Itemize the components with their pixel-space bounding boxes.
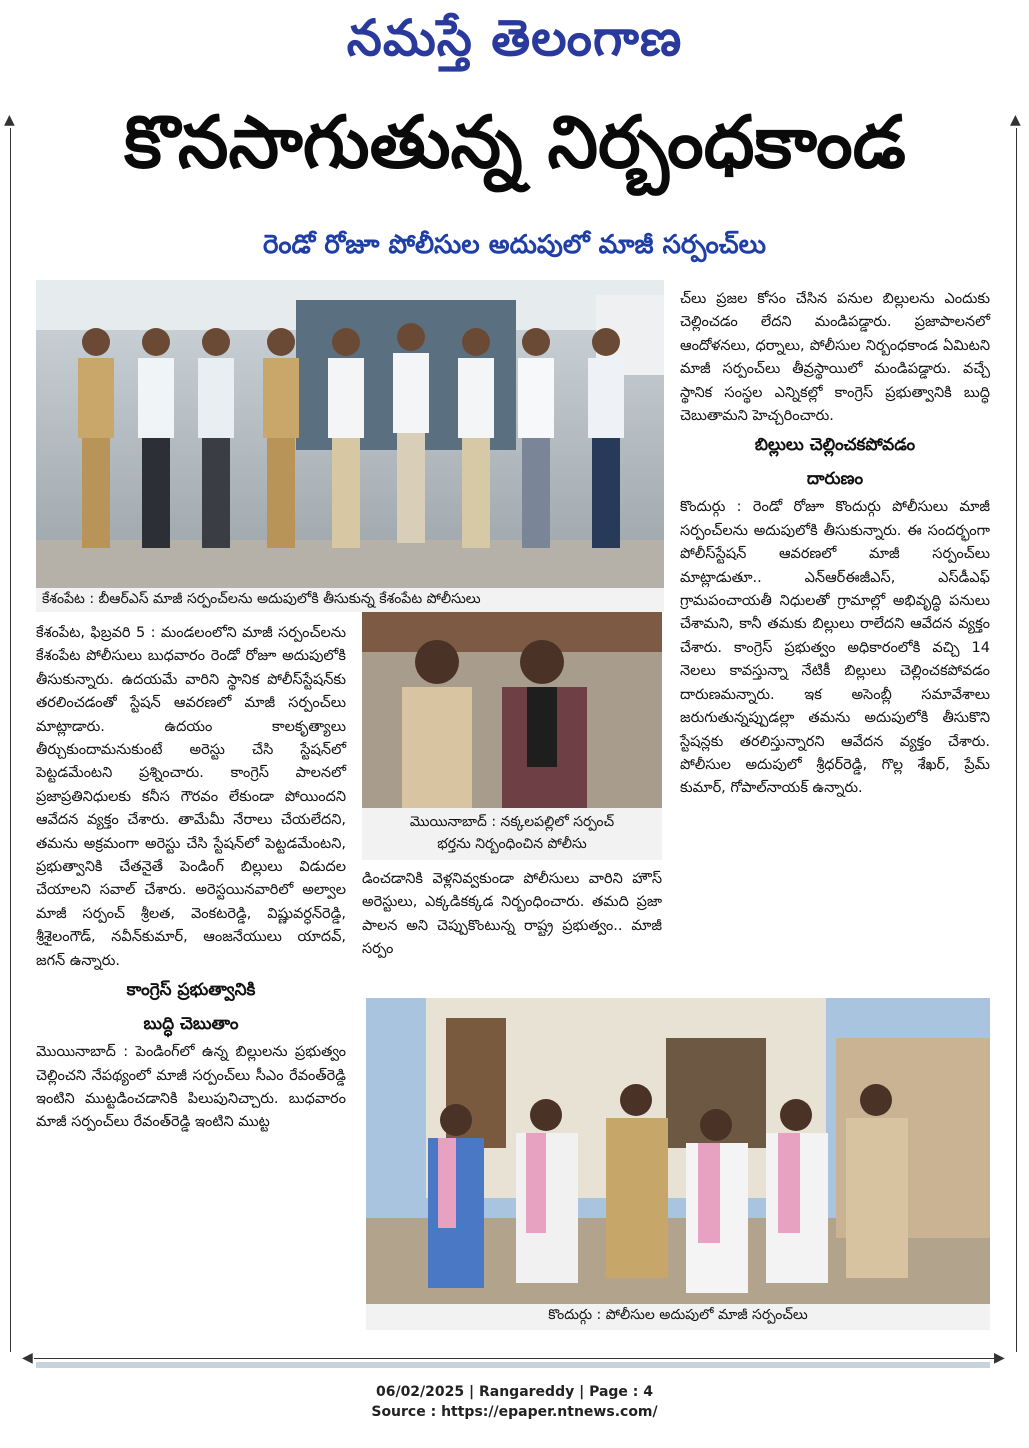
- masthead: నమస్తే తెలంగాణ: [346, 8, 683, 67]
- footer-source: Source : https://epaper.ntnews.com/: [371, 1404, 658, 1420]
- column-middle: [362, 868, 662, 962]
- para-right-top: చ్‌లు ప్రజల కోసం చేసిన పనుల బిల్లులను ఎందుకు చెల్లించడం లేదని మండిపడ్డారు. ప్రజాపాలనలో ఆందోళనలు, ధర్నాలు, పోలీసుల నిర్బంధకాండ ఏమిటని మాజీ సర్పంచ్‌లు తీవ్రస్థాయిలో మండిపడ్డారు. వచ్చే స్థానిక సంస్థల ఎన్నికల్లో కాంగ్రెస్‌ ప్రభుత్వానికి బుద్ధి చెబుతామని హెచ్చరించారు.: [680, 291, 990, 425]
- photo-keshampet: [36, 280, 664, 588]
- subheadline: రెండో రోజూ పోలీసుల అదుపులో మాజీ సర్పంచ్‌లు: [262, 230, 767, 260]
- photo-moinabad: [362, 612, 662, 808]
- subhead-congress-line2: బుద్ధి చెబుతాం: [143, 1014, 239, 1035]
- para-kondurgu: కొందుర్గు : రెండో రోజూ కొందుర్గు పోలీసులు మాజీ సర్పంచ్‌లను అదుపులోకి తీసుకున్నారు. ఈ సందర్భంగా పోలీస్‌స్టేషన్‌ ఆవరణలో మాజీ సర్పంచ్‌లు మాట్లాడుతూ.. ఎన్‌ఆర్‌ఈజీఎస్‌, ఎస్‌డీఎఫ్‌ గ్రామపంచాయతీ నిధులతో గ్రామాల్లో అభివృద్ధి పనులు చేశామని, కానీ తమకు బిల్లులు రాలేదని ఆవేదన వ్యక్తం చేశారు. కాంగ్రెస్‌ ప్రభుత్వం అధికారంలోకి వచ్చి 14 నెలలు కావస్తున్నా నేటికీ బిల్లులు చెల్లించకపోవడం దారుణమన్నారు. ఇక అసెంబ్లీ సమావేశాలు జరుగుతున్నప్పుడల్లా తమను అదుపులోకి తీసుకొని స్టేషన్లకు తరలిస్తున్నారని ఆవేదన వ్యక్తం చేశారు. పోలీసుల అదుపులో శ్రీధర్‌రెడ్డి, గొల్ల శేఖర్‌, ప్రేమ్‌ కుమార్‌, గోపాల్‌నాయక్‌ ఉన్నారు.: [680, 499, 990, 797]
- caption-moinabad: [362, 808, 662, 860]
- right-arrow-icon: ▶: [994, 1350, 1005, 1366]
- left-arrow-icon: ◀: [22, 1350, 33, 1366]
- headline: కొనసాగుతున్న నిర్బంధకాండ: [124, 100, 906, 184]
- right-arrow-up-icon: ▲: [1010, 112, 1021, 128]
- para-moinabad: మొయినాబాద్‌ : పెండింగ్‌లో ఉన్న బిల్లులను ప్రభుత్వం చెల్లించని నేపథ్యంలో మాజీ సర్పంచ్‌లు సీఎం రేవంత్‌రెడ్డి ఇంటిని ముట్టడించడానికి పిలుపునిచ్చారు. బుధవారం మాజీ సర్పంచ్‌లు రేవంత్‌రెడ్డి ఇంటిని ముట్ట: [36, 1044, 346, 1131]
- caption-kondurgu: కొందుర్గు : పోలీసుల అదుపులో మాజీ సర్పంచ్‌లు: [366, 1304, 990, 1330]
- subhead-bills-line1: బిల్లులు చెల్లించకపోవడం: [754, 435, 916, 456]
- caption-keshampet: కేశంపేట : బీఆర్‌ఎస్‌ మాజీ సర్పంచ్‌లను అదుపులోకి తీసుకున్న కేశంపేట పోలీసులు: [36, 588, 664, 612]
- column-left: [36, 622, 346, 1135]
- left-rule: [10, 128, 11, 1352]
- bottom-rule: [34, 1358, 994, 1359]
- photo-kondurgu: [366, 998, 990, 1304]
- subhead-congress-line1: కాంగ్రెస్‌ ప్రభుత్వానికి: [126, 980, 256, 1001]
- column-right: [680, 288, 990, 801]
- para-keshampet: కేశంపేట, ఫిబ్రవరి 5 : మండలంలోని మాజీ సర్పంచ్‌లను కేశంపేట పోలీసులు బుధవారం రెండో రోజూ అదుపులోకి తీసుకున్నారు. ఉదయమే వారిని స్థానిక పోలీస్‌స్టేషన్‌కు తరలించడంతో స్టేషన్‌ ఆవరణలో మాజీ సర్పంచ్‌లు మాట్లాడారు. ఉదయం కాలకృత్యాలు తీర్చుకుందామనుకుంటే అరెస్టు చేసి స్టేషన్‌లో పెట్టడమేంటని ప్రశ్నించారు. కాంగ్రెస్‌ పాలనలో ప్రజాప్రతినిధులకు కనీస గౌరవం లేకుండా పోయిందని ఆవేదన వ్యక్తం చేశారు. తామేమీ నేరాలు చేయలేదని, తమను అక్రమంగా అరెస్టు చేసి స్టేషన్‌లో పెట్టడమేంటని, ప్రభుత్వానికి చేతనైతే పెండింగ్‌ బిల్లులు విడుదల చేయాలని సవాల్‌ చేశారు. అరెస్టయినవారిలో అల్వాల మాజీ సర్పంచ్‌ శ్రీలత, వెంకటరెడ్డి, విష్ణువర్ధన్‌రెడ్డి, శ్రీశైలంగౌడ్‌, నవీన్‌కుమార్‌, ఆంజనేయులు యాదవ్‌, జగన్‌ ఉన్నారు.: [36, 625, 346, 969]
- caption-moinabad-line2: భర్తను నిర్బంధించిన పోలీసు: [437, 836, 587, 852]
- left-arrow-up-icon: ▲: [4, 112, 15, 128]
- next-article-strip: [36, 1362, 990, 1368]
- footer-date: 06/02/2025 | Rangareddy | Page : 4: [375, 1384, 654, 1400]
- caption-moinabad-line1: మొయినాబాద్‌ : నక్కలపల్లిలో సర్పంచ్‌: [409, 814, 615, 830]
- subhead-bills-line2: దారుణం: [806, 469, 864, 490]
- para-middle: డించడానికి వెళ్లనివ్వకుండా పోలీసులు వారిని హౌస్‌ అరెస్టులు, ఎక్కడికక్కడ నిర్బంధించారు. తమది ప్రజా పాలన అని చెప్పుకొంటున్న రాష్ట్ర ప్రభుత్వం.. మాజీ సర్పం: [362, 871, 662, 958]
- right-rule: [1016, 128, 1017, 1352]
